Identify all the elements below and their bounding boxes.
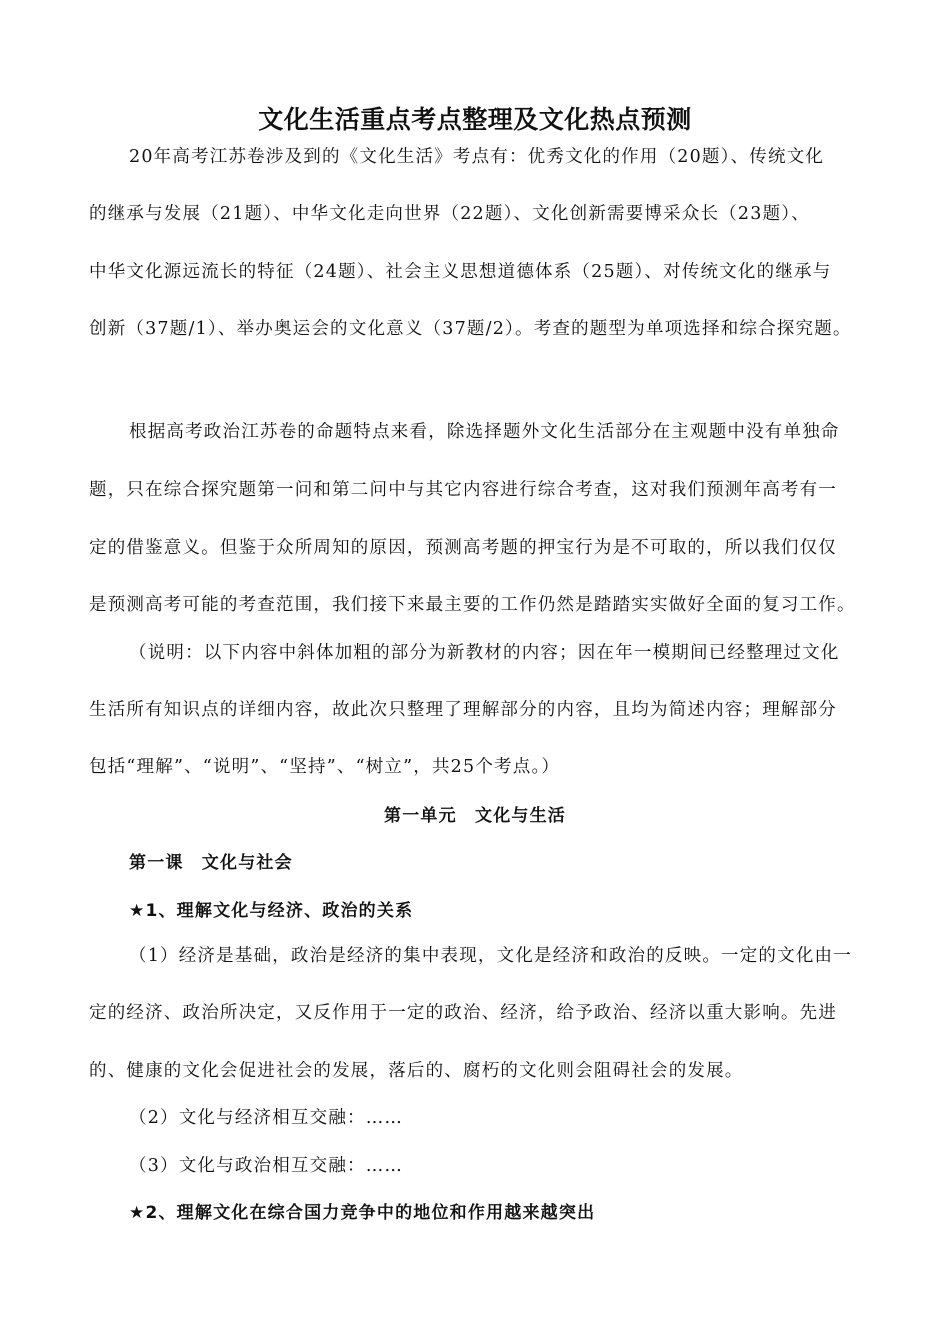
para2-line-1: 根据高考政治江苏卷的命题特点来看，除选择题外文化生活部分在主观题中没有单独命 (129, 422, 840, 442)
para1-line-2: 的继承与发展（21题）、中华文化走向世界（22题）、文化创新需要博采众长（23题）、 (89, 204, 810, 224)
point1-body-line-1: （1）经济是基础，政治是经济的集中表现，文化是经济和政治的反映。一定的文化由一 (129, 946, 852, 966)
point1-body-line-2: 定的经济、政治所决定，又反作用于一定的政治、经济，给予政治、经济以重大影响。先进 (89, 1003, 837, 1023)
document-title: 文化生活重点考点整理及文化热点预测 (258, 105, 692, 134)
para3-line-3: 包括“理解”、“说明”、“坚持”、“树立”，共25个考点。） (89, 757, 561, 777)
unit-heading: 第一单元 文化与生活 (384, 806, 566, 826)
para2-line-3: 定的借鉴意义。但鉴于众所周知的原因，预测高考题的押宝行为是不可取的，所以我们仅仅 (89, 538, 837, 558)
para2-line-4: 是预测高考可能的考查范围，我们接下来最主要的工作仍然是踏踏实实做好全面的复习工作。 (89, 595, 856, 615)
point1-sub-2: （2）文化与经济相互交融：…… (129, 1108, 404, 1128)
point1-body-line-3: 的、健康的文化会促进社会的发展，落后的、腐朽的文化则会阻碍社会的发展。 (89, 1061, 744, 1081)
para3-line-2: 生活所有知识点的详细内容，故此次只整理了理解部分的内容，且均为简述内容；理解部分 (89, 700, 837, 720)
point1-sub-3: （3）文化与政治相互交融：…… (129, 1156, 404, 1176)
point2-heading: ★2、理解文化在综合国力竞争中的地位和作用越来越突出 (129, 1203, 596, 1223)
para1-line-3: 中华文化源远流长的特征（24题）、社会主义思想道德体系（25题）、对传统文化的继承与 (89, 262, 832, 282)
lesson-heading: 第一课 文化与社会 (129, 853, 293, 873)
para3-line-1: （说明：以下内容中斜体加粗的部分为新教材的内容；因在年一模期间已经整理过文化 (129, 643, 840, 663)
para1-line-1: 20年高考江苏卷涉及到的《文化生活》考点有：优秀文化的作用（20题）、传统文化 (129, 147, 825, 167)
point1-heading: ★1、理解文化与经济、政治的关系 (129, 901, 414, 921)
para1-line-4: 创新（37题/1）、举办奥运会的文化意义（37题/2）。考查的题型为单项选择和综合探究题。 (89, 319, 852, 339)
para2-line-2: 题，只在综合探究题第一问和第二问中与其它内容进行综合考查，这对我们预测年高考有一 (89, 480, 837, 500)
